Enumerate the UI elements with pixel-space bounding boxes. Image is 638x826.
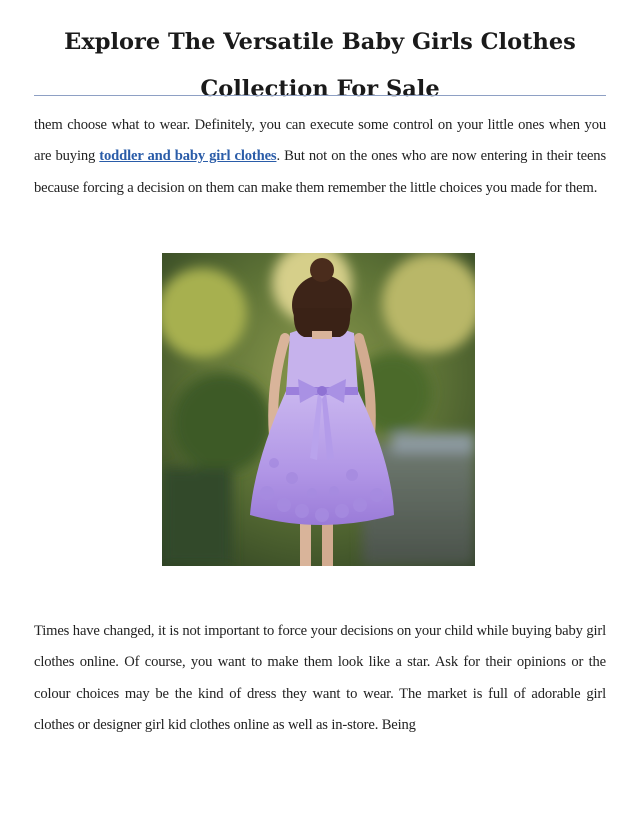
title-divider — [34, 95, 606, 96]
page-title: Explore The Versatile Baby Girls Clothes Collection For Sale — [64, 29, 576, 103]
body-paragraph: Times have changed, it is not important to force your decisions on your child while buying baby girl clothes online. Of course, you want to make them look like a star. Ask for their opinions or the colour choices may be the kind of dress they want to wear. The market is full of adorable girl clothes or designer girl kid clothes online as well as in-store. Being — [34, 622, 606, 734]
toddler-clothes-link[interactable]: toddler and baby girl clothes — [99, 148, 277, 165]
intro-text-after: . But not on the ones who are now entering in their teens because forcing a decision on them can make them remember the little choices you made for them. — [34, 148, 606, 196]
intro-paragraph — [34, 110, 606, 205]
girl-in-lavender-dress-photo — [162, 253, 475, 566]
intro-text-before: them choose what to wear. Definitely, you can execute some control on your little ones when you are buying — [34, 116, 606, 165]
